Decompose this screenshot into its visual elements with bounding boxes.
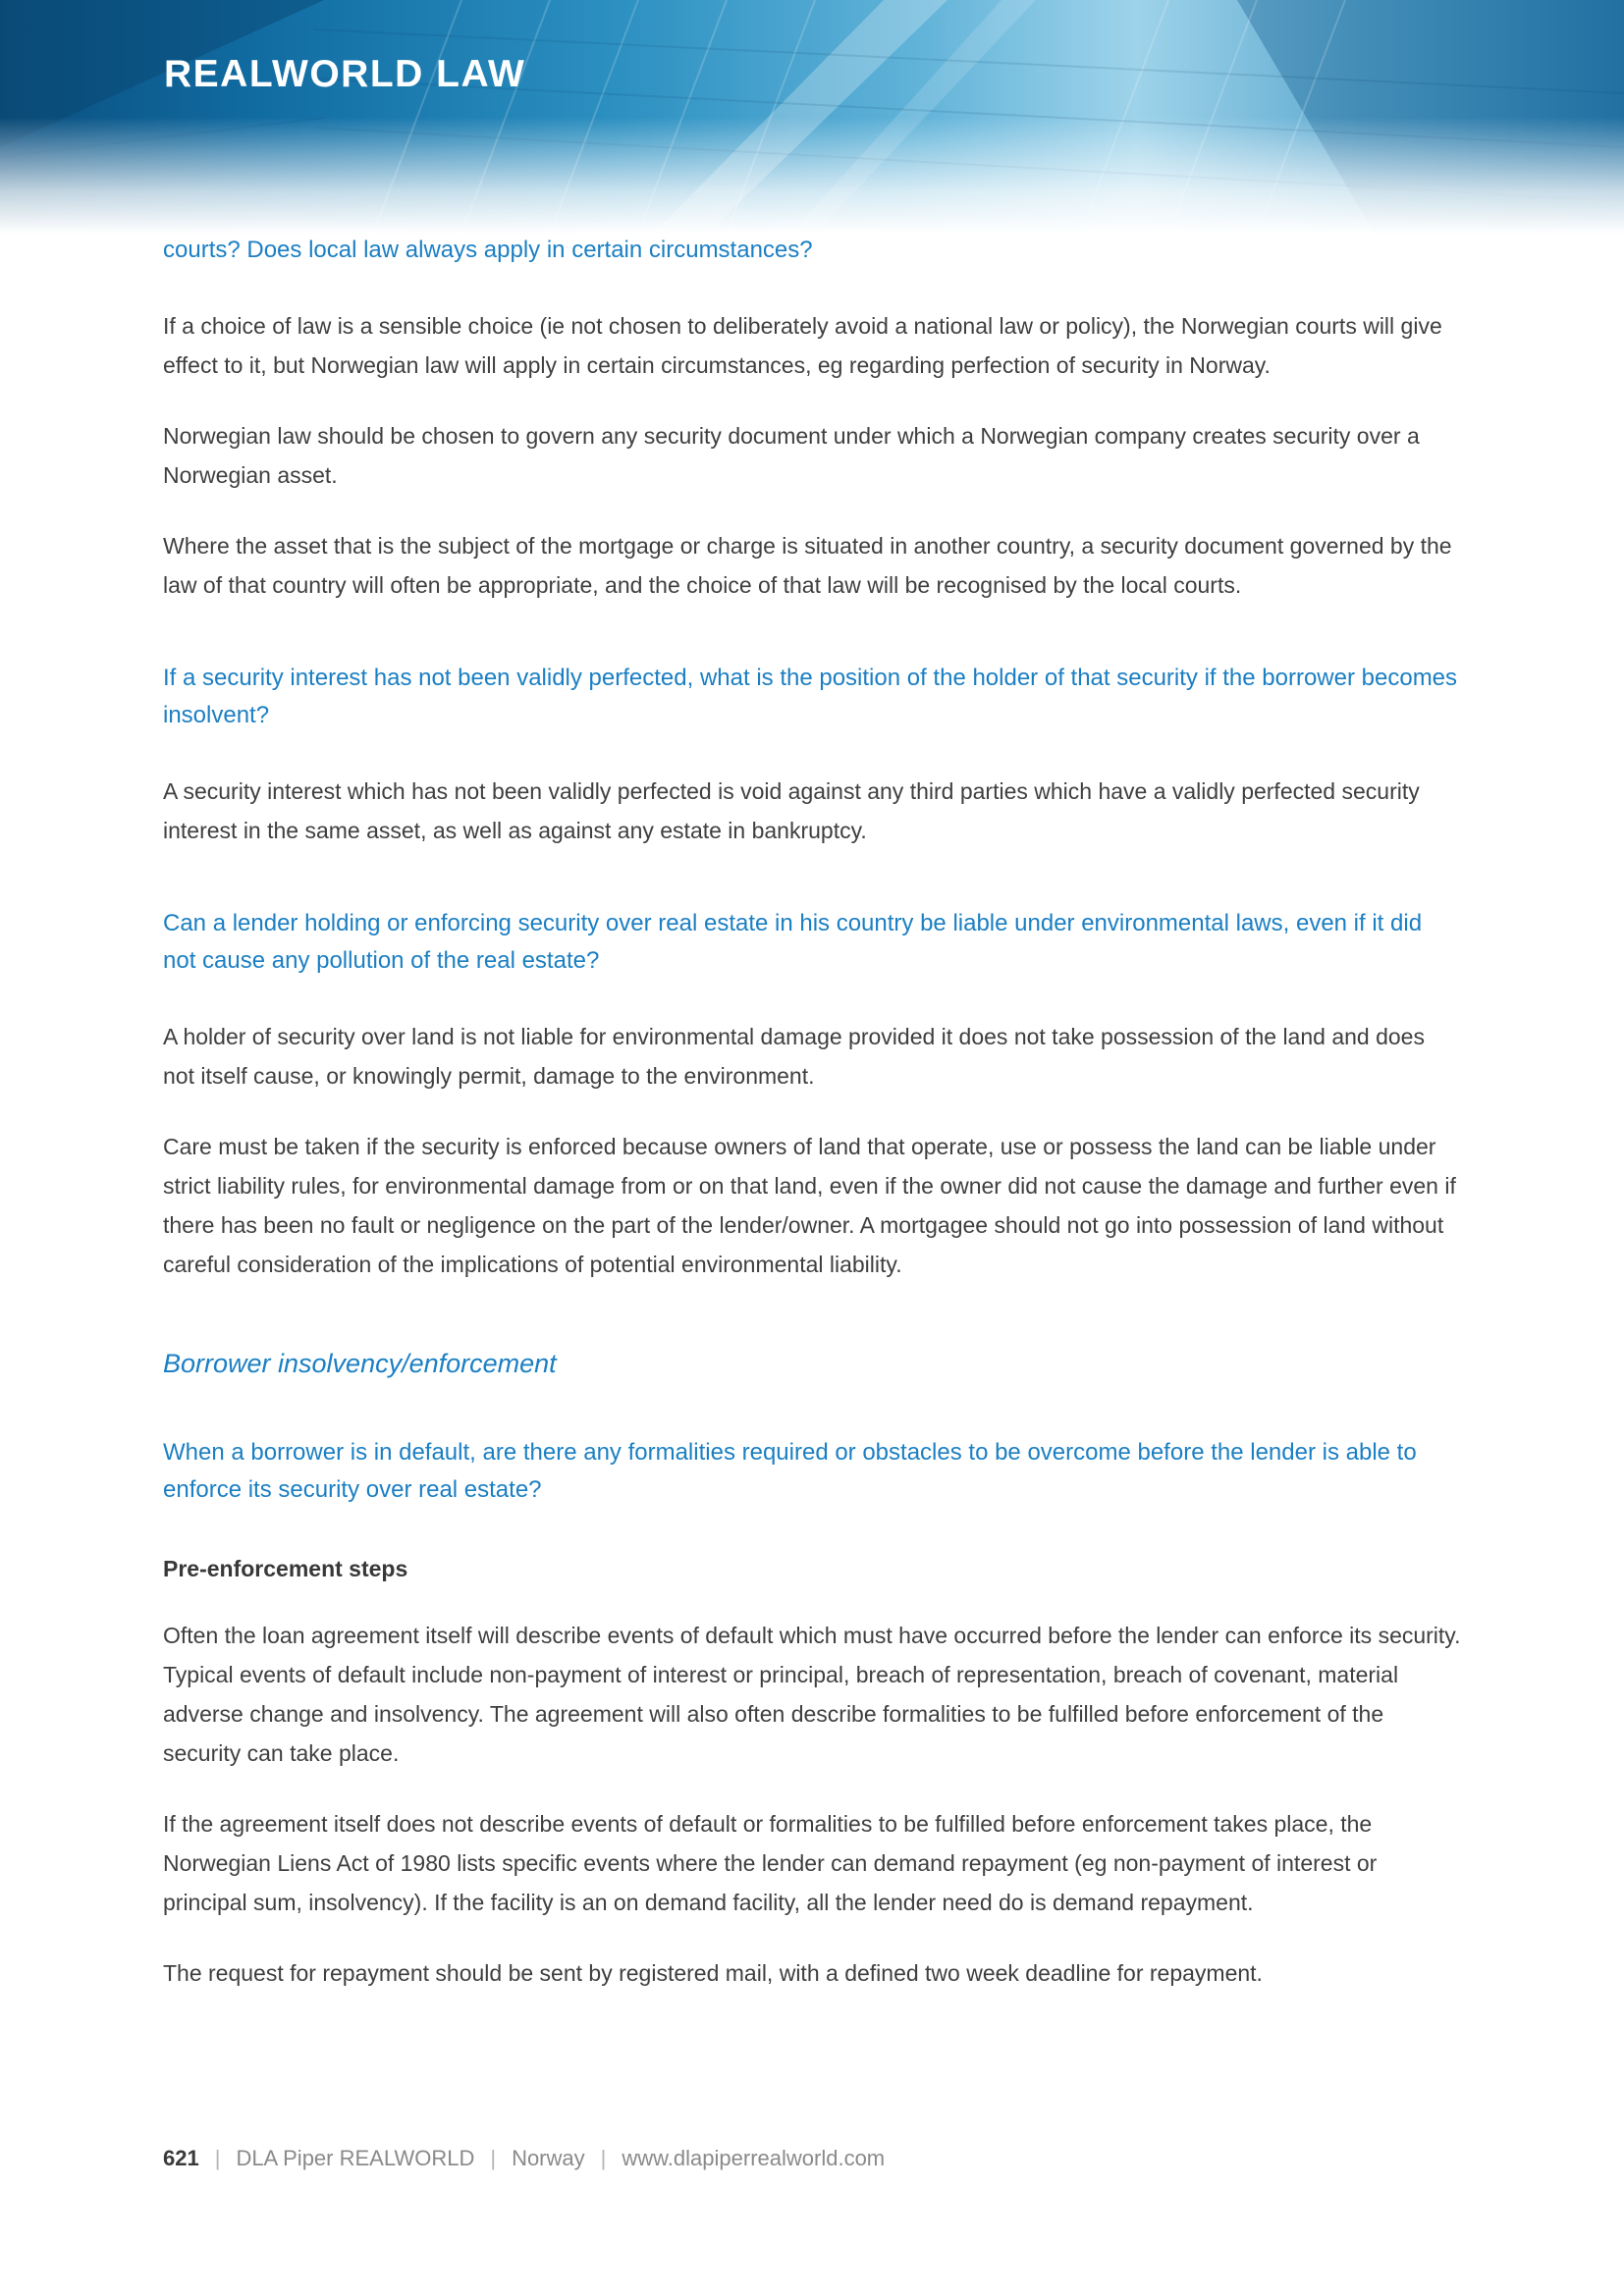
paragraph: A security interest which has not been validly perfected is void against any third parties which have a validly perfected security interest in the same asset, as well as against any estate in bankruptcy. <box>163 777 1420 843</box>
page-footer <box>163 2146 885 2171</box>
page-number: 621 <box>163 2146 199 2170</box>
question-heading: courts? Does local law always apply in certain circumstances? <box>163 237 813 263</box>
paragraph: If a choice of law is a sensible choice (ie not chosen to deliberately avoid a national law or policy), the Norwegian courts will give effect to it, but Norwegian law will apply in certain circumstances, eg regarding perfection of security in Norway. <box>163 312 1442 378</box>
paragraph: The request for repayment should be sent by registered mail, with a defined two week deadline for repayment. <box>163 1959 1263 1986</box>
footer-separator: | <box>600 2146 607 2170</box>
page-header <box>0 0 1624 234</box>
paragraph: A holder of security over land is not liable for environmental damage provided it does not take possession of the land and does not itself cause, or knowingly permit, damage to the environment. <box>163 1023 1425 1089</box>
bold-subheading: Pre-enforcement steps <box>163 1555 408 1581</box>
footer-country: Norway <box>512 2146 585 2170</box>
section-heading: Borrower insolvency/enforcement <box>163 1348 557 1378</box>
footer-separator: | <box>214 2146 221 2170</box>
paragraph: Norwegian law should be chosen to govern any security document under which a Norwegian company creates security over a Norwegian asset. <box>163 422 1420 488</box>
brand-title: REALWORLD LAW <box>164 53 526 95</box>
question-heading: When a borrower is in default, are there any formalities required or obstacles to be overcome before the lender is able to enforce its security over real estate? <box>163 1438 1417 1503</box>
footer-url-link[interactable]: www.dlapiperrealworld.com <box>622 2146 886 2170</box>
paragraph: Often the loan agreement itself will describe events of default which must have occurred before the lender can enforce its security. Typical events of default include non-payment of interest or principal, breach of representation, breach of covenant, material adverse change and insolvency. The agreement will also often describe formalities to be fulfilled before enforcement of the security can take place. <box>163 1622 1461 1766</box>
glass-building-image <box>0 0 1624 234</box>
question-heading: Can a lender holding or enforcing security over real estate in his country be liable under environmental laws, even if it did not cause any pollution of the real estate? <box>163 909 1423 974</box>
paragraph: If the agreement itself does not describe events of default or formalities to be fulfilled before enforcement takes place, the Norwegian Liens Act of 1980 lists specific events where the lender can demand repayment (eg non-payment of interest or principal sum, insolvency). If the facility is an on demand facility, all the lender need do is demand repayment. <box>163 1810 1378 1915</box>
question-heading: If a security interest has not been validly perfected, what is the position of the holder of that security if the borrower becomes insolvent? <box>163 665 1458 728</box>
paragraph: Where the asset that is the subject of the mortgage or charge is situated in another country, a security document governed by the law of that country will often be appropriate, and the choice of that law will be recognised by the local courts. <box>163 532 1452 598</box>
footer-separator: | <box>490 2146 497 2170</box>
paragraph: Care must be taken if the security is enforced because owners of land that operate, use or possess the land can be liable under strict liability rules, for environmental damage from or on that land, even if the owner did not cause the damage and further even if there has been no fault or negligence on the part of the lender/owner. A mortgagee should not go into possession of land without careful consideration of the implications of potential environmental liability. <box>163 1133 1456 1277</box>
footer-brand: DLA Piper REALWORLD <box>236 2146 475 2170</box>
document-content <box>163 232 1461 2024</box>
